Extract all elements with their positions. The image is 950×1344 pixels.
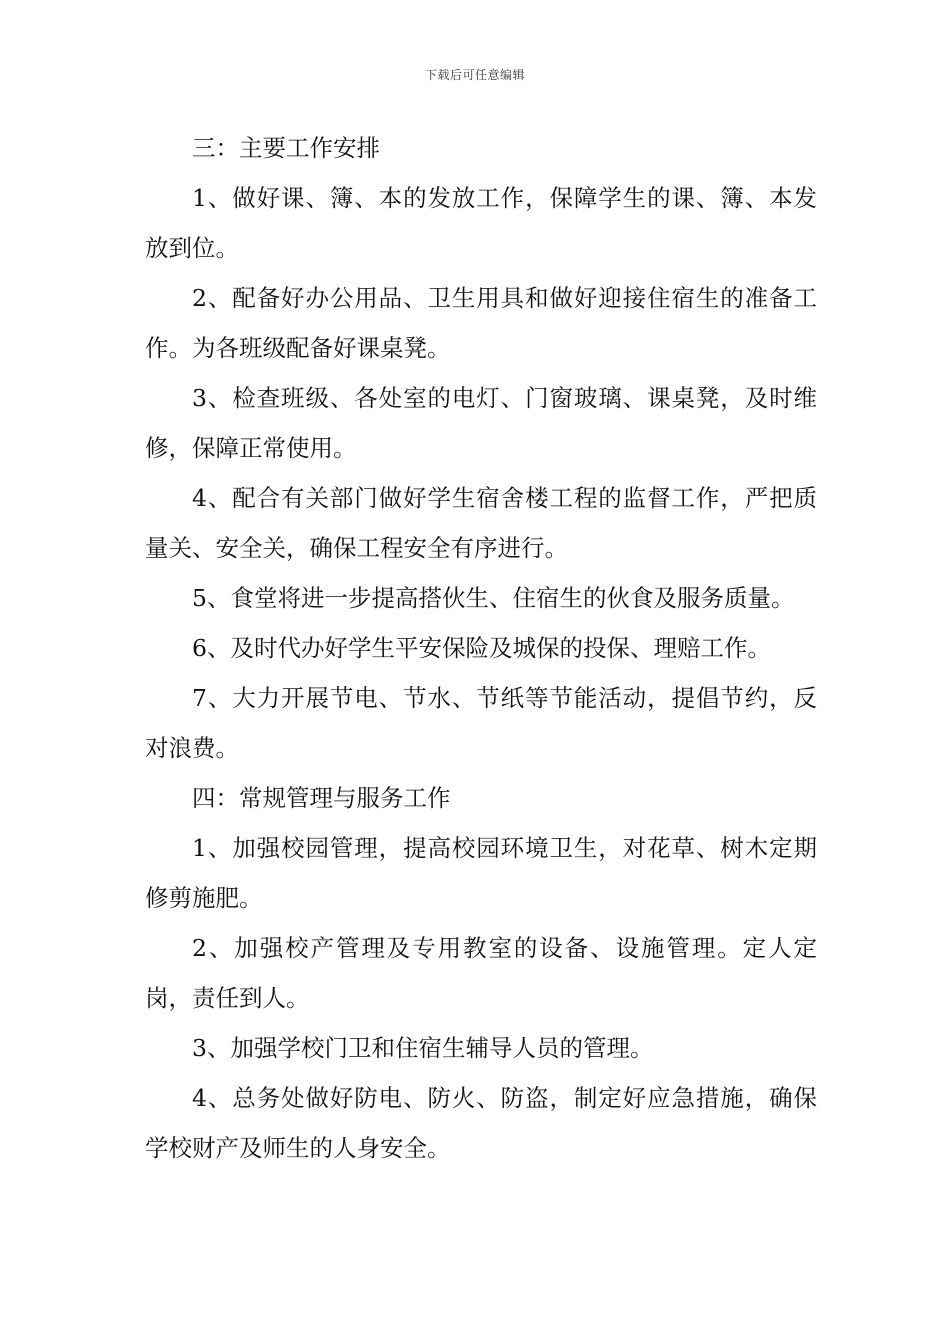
page-header: 下载后可任意编辑	[424, 68, 525, 82]
body-paragraph: 4、配合有关部门做好学生宿舍楼工程的监督工作，严把质量关、安全关，确保工程安全有序进行。	[145, 484, 817, 562]
body-paragraph: 5、食堂将进一步提高搭伙生、住宿生的伙食及服务质量。	[192, 584, 795, 612]
document-body	[145, 123, 817, 1173]
body-paragraph: 4、总务处做好防电、防火、防盗，制定好应急措施，确保学校财产及师生的人身安全。	[145, 1084, 817, 1162]
body-paragraph: 7、大力开展节电、节水、节纸等节能活动，提倡节约，反对浪费。	[145, 684, 817, 762]
body-paragraph: 6、及时代办好学生平安保险及城保的投保、理赔工作。	[192, 634, 771, 662]
section-heading: 三：主要工作安排	[192, 134, 380, 162]
body-paragraph: 1、加强校园管理，提高校园环境卫生，对花草、树木定期修剪施肥。	[145, 834, 817, 912]
body-paragraph: 2、加强校产管理及专用教室的设备、设施管理。定人定岗，责任到人。	[145, 934, 817, 1012]
body-paragraph: 3、检查班级、各处室的电灯、门窗玻璃、课桌凳，及时维修，保障正常使用。	[145, 384, 817, 462]
body-paragraph: 2、配备好办公用品、卫生用具和做好迎接住宿生的准备工作。为各班级配备好课桌凳。	[145, 284, 817, 362]
section-heading: 四：常规管理与服务工作	[192, 784, 451, 812]
body-paragraph: 3、加强学校门卫和住宿生辅导人员的管理。	[192, 1034, 654, 1062]
body-paragraph: 1、做好课、簿、本的发放工作，保障学生的课、簿、本发放到位。	[145, 184, 817, 262]
